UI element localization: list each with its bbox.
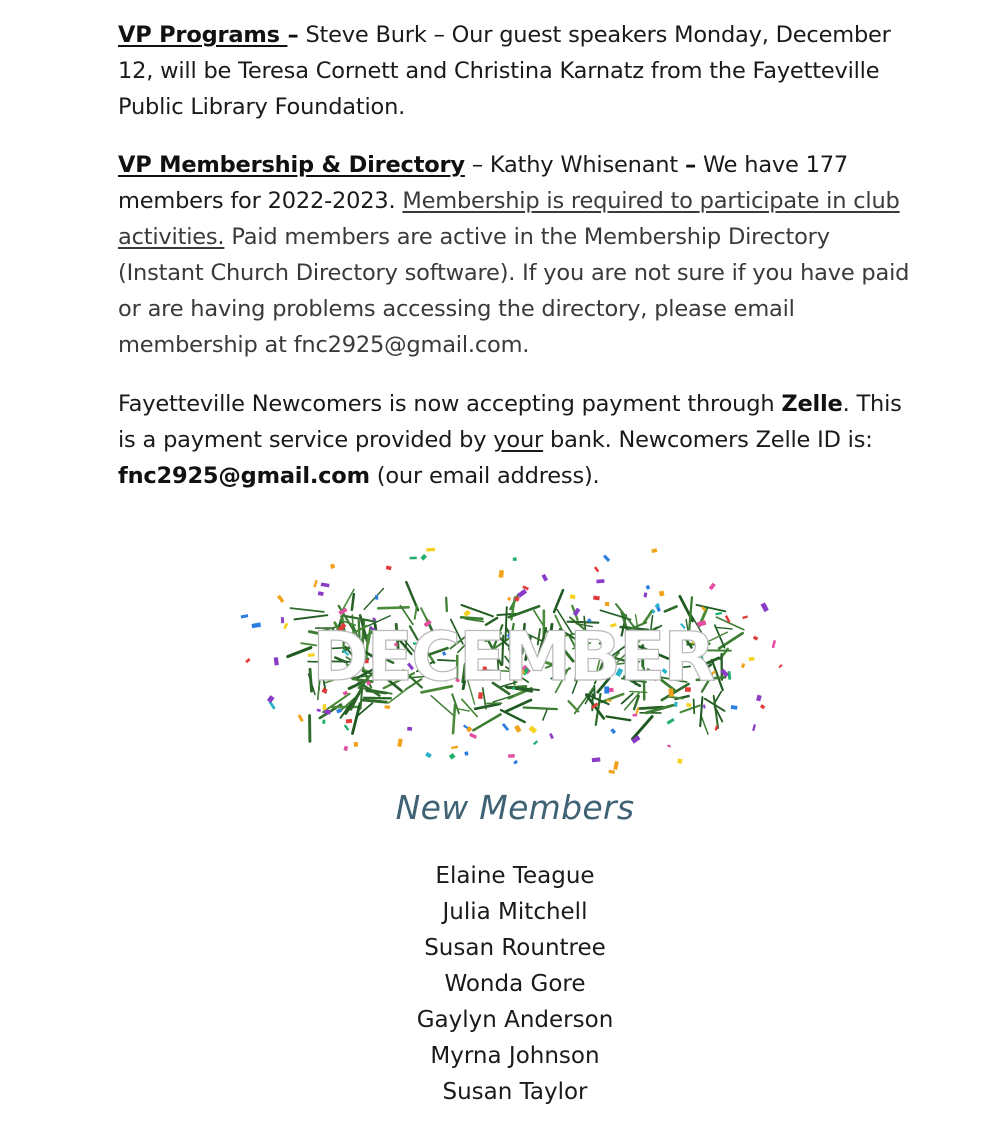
- confetti-piece: [644, 592, 648, 597]
- confetti-piece: [499, 570, 504, 578]
- membership-required-note: Membership is required to participate in club activities.: [118, 188, 900, 250]
- confetti-piece: [283, 623, 288, 630]
- confetti-piece: [425, 752, 432, 758]
- new-member-name: Susan Taylor: [442, 1079, 588, 1105]
- confetti-piece: [321, 582, 330, 587]
- confetti-piece: [277, 595, 284, 603]
- confetti-piece: [451, 746, 458, 750]
- confetti-piece: [318, 591, 324, 596]
- confetti-piece: [385, 705, 391, 709]
- confetti-piece: [594, 566, 599, 572]
- pine-needle: [633, 717, 653, 739]
- vp-membership-paragraph: [118, 147, 918, 363]
- confetti-piece: [667, 744, 671, 747]
- confetti-piece: [407, 727, 412, 731]
- zelle-your: your: [493, 427, 544, 453]
- pine-needle: [378, 607, 408, 608]
- confetti-piece: [752, 724, 756, 731]
- confetti-piece: [667, 718, 675, 725]
- confetti-piece: [410, 557, 417, 560]
- confetti-piece: [502, 723, 509, 731]
- confetti-piece: [592, 757, 601, 762]
- confetti-piece: [610, 728, 616, 734]
- confetti-piece: [635, 707, 639, 714]
- pine-needle: [415, 606, 417, 619]
- confetti-piece: [281, 617, 284, 623]
- pine-needle: [290, 608, 323, 612]
- new-member-name: Myrna Johnson: [430, 1043, 600, 1069]
- confetti-piece: [756, 695, 762, 702]
- pine-needle: [501, 710, 525, 722]
- confetti-piece: [313, 580, 318, 588]
- pine-needle: [543, 709, 548, 721]
- december-word: DECEMBER: [312, 618, 714, 697]
- confetti-piece: [426, 548, 435, 552]
- confetti-piece: [778, 664, 782, 668]
- vp-membership-heading: VP Membership & Directory: [118, 152, 465, 178]
- confetti-piece: [322, 720, 325, 724]
- confetti-piece: [507, 597, 511, 601]
- pine-needle: [453, 705, 455, 733]
- new-member-name: Julia Mitchell: [442, 899, 588, 925]
- pine-needle: [607, 717, 631, 721]
- confetti-piece: [346, 719, 352, 724]
- confetti-piece: [761, 602, 769, 612]
- new-member-name: Susan Rountree: [424, 935, 606, 961]
- confetti-piece: [420, 554, 427, 561]
- confetti-piece: [513, 760, 518, 765]
- pine-needle: [431, 696, 454, 716]
- vp-membership-text-a: We have 177 members for 2022-2023.: [118, 152, 848, 214]
- confetti-piece: [603, 554, 610, 562]
- zelle-text-d: (our email address).: [369, 463, 600, 489]
- vp-membership-text-b: Paid members are active in the Membership Directory (Instant Church Directory software). If you are not sure if you have paid or are having problems accessing the directory, please email membership at fnc2925@gmail.com.: [118, 224, 910, 358]
- new-member-name: Wonda Gore: [444, 971, 586, 997]
- pine-needle: [569, 701, 579, 711]
- confetti-piece: [533, 740, 538, 745]
- confetti-piece: [709, 583, 716, 591]
- confetti-piece: [464, 751, 468, 755]
- zelle-text-b: . This is a payment service provided by: [118, 391, 902, 453]
- vp-programs-dash: –: [287, 22, 299, 48]
- pine-needle: [719, 633, 742, 648]
- confetti-piece: [593, 596, 600, 601]
- vp-programs-text: Steve Burk – Our guest speakers Monday, December 12, will be Teresa Cornett and Christina Karnatz from the Fayetteville Public Library Foundation.: [118, 22, 891, 120]
- pine-needle: [696, 605, 725, 611]
- confetti-piece: [703, 704, 706, 708]
- confetti-piece: [245, 658, 250, 663]
- confetti-piece: [727, 671, 731, 680]
- pine-needle: [364, 589, 383, 610]
- december-banner-graphic: [238, 538, 794, 780]
- confetti-piece: [541, 574, 548, 582]
- vp-membership-dash: –: [684, 152, 696, 178]
- confetti-piece: [674, 702, 677, 707]
- confetti-piece: [251, 622, 261, 628]
- confetti-piece: [449, 753, 456, 760]
- pine-needle: [446, 598, 447, 611]
- new-member-name: Gaylyn Anderson: [416, 1007, 614, 1033]
- pine-needle: [700, 697, 702, 726]
- pine-needle: [665, 607, 677, 612]
- confetti-piece: [613, 761, 619, 770]
- confetti-piece: [274, 657, 279, 665]
- confetti-piece: [469, 733, 477, 739]
- pine-needle: [524, 708, 557, 710]
- pine-needle: [554, 590, 563, 612]
- confetti-piece: [386, 565, 392, 570]
- confetti-piece: [659, 591, 665, 597]
- zelle-text-a: Fayetteville Newcomers is now accepting payment through: [118, 391, 782, 417]
- confetti-piece: [749, 657, 755, 661]
- confetti-piece: [753, 636, 759, 641]
- confetti-piece: [529, 726, 537, 734]
- confetti-piece: [513, 557, 517, 561]
- confetti-piece: [397, 738, 402, 747]
- new-members-list: [0, 858, 1000, 1110]
- pine-needle: [288, 648, 311, 657]
- confetti-piece: [330, 564, 335, 569]
- confetti-piece: [508, 754, 515, 758]
- confetti-piece: [463, 610, 471, 617]
- confetti-piece: [772, 640, 776, 648]
- confetti-piece: [323, 704, 327, 710]
- zelle-name: Zelle: [781, 391, 843, 417]
- confetti-piece: [522, 585, 529, 590]
- confetti-piece: [317, 709, 321, 712]
- confetti-piece: [298, 714, 304, 722]
- confetti-piece: [651, 548, 657, 553]
- confetti-piece: [741, 663, 745, 668]
- confetti-piece: [596, 579, 604, 583]
- confetti-piece: [343, 746, 348, 751]
- confetti-piece: [677, 758, 682, 763]
- vp-programs-paragraph: [118, 17, 918, 125]
- zelle-email: fnc2925@gmail.com: [118, 463, 370, 489]
- confetti-piece: [760, 704, 765, 709]
- pine-needle: [717, 628, 732, 629]
- confetti-piece: [375, 595, 378, 600]
- new-members-title: New Members: [395, 788, 635, 827]
- confetti-piece: [344, 724, 350, 730]
- confetti-piece: [549, 733, 554, 739]
- vp-programs-heading: VP Programs: [118, 22, 288, 48]
- confetti-piece: [715, 612, 722, 615]
- confetti-piece: [570, 594, 576, 599]
- confetti-piece: [514, 725, 521, 733]
- pine-needle: [694, 699, 695, 713]
- confetti-piece: [267, 695, 275, 703]
- confetti-piece: [354, 742, 358, 747]
- confetti-piece: [633, 714, 638, 717]
- confetti-piece: [609, 770, 616, 774]
- zelle-text-c: bank. Newcomers Zelle ID is:: [543, 427, 873, 453]
- pine-needle: [715, 692, 721, 702]
- confetti-piece: [646, 585, 651, 590]
- vp-membership-lead: – Kathy Whisenant: [464, 152, 685, 178]
- pine-needle: [363, 700, 387, 702]
- confetti-piece: [605, 602, 610, 607]
- confetti-piece: [742, 615, 748, 619]
- confetti-piece: [241, 614, 249, 618]
- confetti-piece: [686, 703, 692, 708]
- new-member-name: Elaine Teague: [435, 863, 595, 889]
- pine-needle: [505, 700, 531, 712]
- confetti-piece: [731, 705, 738, 710]
- pine-needle: [475, 704, 499, 709]
- pine-needle: [352, 594, 354, 610]
- zelle-paragraph: [118, 386, 918, 494]
